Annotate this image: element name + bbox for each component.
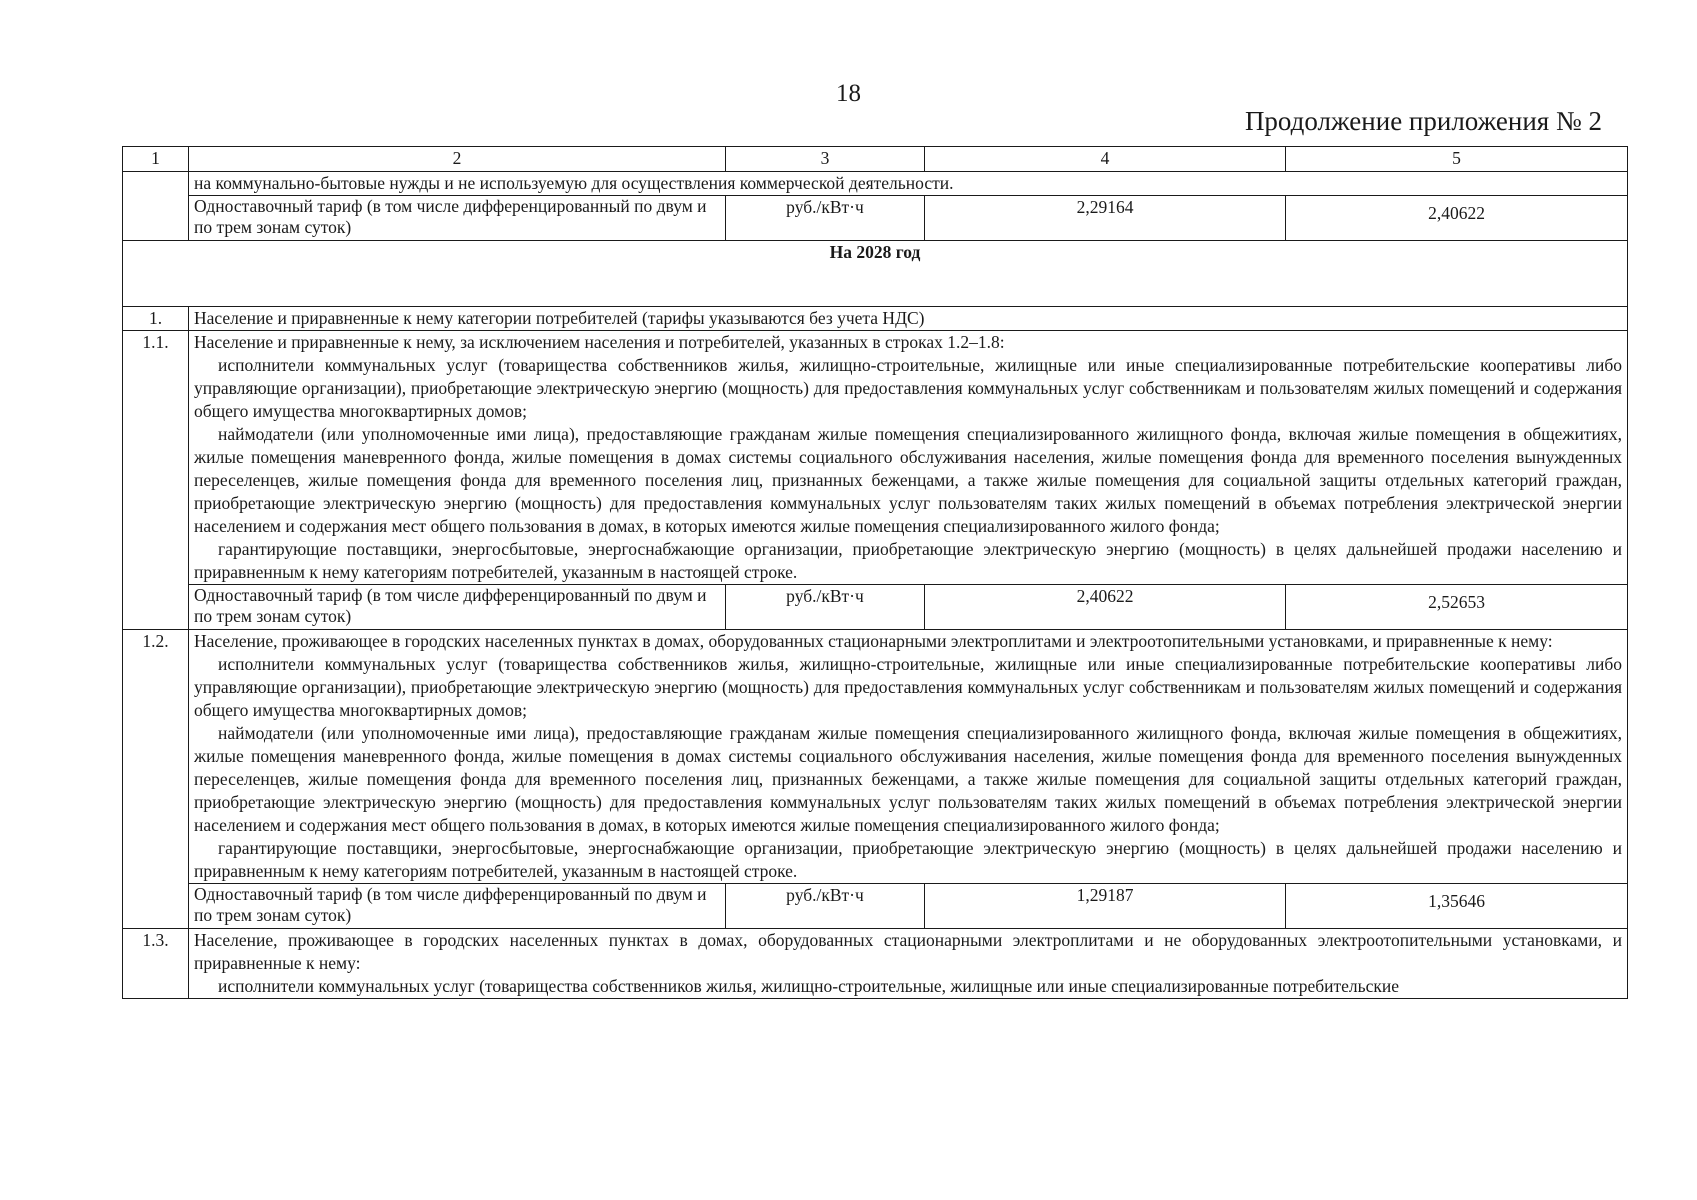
tariff-unit: руб./кВт·ч [726,884,925,929]
tariff-label: Одноставочный тариф (в том числе дифференцированный по двум и по трем зонам суток) [189,196,726,241]
row-paragraph: исполнители коммунальных услуг (товарищества собственников жилья, жилищно-строительные, жилищные или иные специализированные потребительские кооперативы либо управляющие организации), приобретающие электрическую энергию (мощность) для предоставления коммунальных услуг собственникам и пользователям жилых помещений и содержания общего имущества многоквартирных домов; [194,355,1622,421]
table-row [123,929,1628,999]
continued-text: на коммунально-бытовые нужды и не используемую для осуществления коммерческой деятельности. [189,172,1628,196]
row-paragraph: гарантирующие поставщики, энергосбытовые, энергоснабжающие организации, приобретающие электрическую энергию (мощность) в целях дальнейшей продажи населению и приравненным к нему категориям потребителей, указанным в настоящей строке. [194,539,1622,582]
tariff-value-col5: 1,35646 [1286,884,1628,929]
year-heading: На 2028 год [123,241,1628,307]
column-number: 4 [925,147,1286,172]
tariff-label: Одноставочный тариф (в том числе дифференцированный по двум и по трем зонам суток) [189,585,726,630]
row-number: 1.3. [123,929,189,999]
tariff-value-col4: 2,29164 [925,196,1286,241]
page-number: 18 [836,80,861,107]
row-paragraph: исполнители коммунальных услуг (товарищества собственников жилья, жилищно-строительные, жилищные или иные специализированные потребительские [218,976,1400,996]
row-number: 1.2. [123,630,189,929]
tariff-value-col5: 2,52653 [1286,585,1628,630]
row-paragraph: наймодатели (или уполномоченные ими лица), предоставляющие гражданам жилые помещения специализированного жилищного фонда, включая жилые помещения в общежитиях, жилые помещения маневренного фонда, жилые помещения в домах системы социального обслуживания населения, жилые помещения фонда для временного поселения вынужденных переселенцев, жилые помещения фонда для временного поселения лиц, признанных беженцами, а также жилые помещения для социальной защиты отдельных категорий граждан, приобретающие электрическую энергию (мощность) для предоставления коммунальных услуг пользователям таких жилых помещений в объемах потребления электрической энергии населением и содержания мест общего пользования в домах, в которых имеются жилые помещения специализированного жилого фонда; [194,723,1622,835]
row-text: Население и приравненные к нему категории потребителей (тарифы указываются без учета НДС) [189,307,1628,331]
tariff-table [122,146,1628,999]
appendix-title: Продолжение приложения № 2 [1244,106,1602,136]
tariff-row [123,196,1628,241]
row-description [189,630,1628,884]
column-number: 2 [189,147,726,172]
table-row [123,331,1628,585]
row-paragraph: гарантирующие поставщики, энергосбытовые, энергоснабжающие организации, приобретающие электрическую энергию (мощность) в целях дальнейшей продажи населению и приравненным к нему категориям потребителей, указанным в настоящей строке. [194,838,1622,881]
tariff-row [123,585,1628,630]
column-numbers-row [123,147,1628,172]
table-row [123,307,1628,331]
row-intro: Население и приравненные к нему, за исключением населения и потребителей, указанных в строках 1.2–1.8: [194,332,1005,352]
row-number: 1. [123,307,189,331]
row-description [189,331,1628,585]
column-number: 3 [726,147,925,172]
row-number: 1.1. [123,331,189,630]
tariff-label: Одноставочный тариф (в том числе дифференцированный по двум и по трем зонам суток) [189,884,726,929]
table-row [123,630,1628,884]
column-number: 5 [1286,147,1628,172]
tariff-value-col4: 2,40622 [925,585,1286,630]
column-number: 1 [123,147,189,172]
row-paragraph: исполнители коммунальных услуг (товарищества собственников жилья, жилищно-строительные, жилищные или иные специализированные потребительские кооперативы либо управляющие организации), приобретающие электрическую энергию (мощность) для предоставления коммунальных услуг собственникам и пользователям жилых помещений и содержания общего имущества многоквартирных домов; [194,654,1622,720]
tariff-unit: руб./кВт·ч [726,585,925,630]
row-paragraph: наймодатели (или уполномоченные ими лица), предоставляющие гражданам жилые помещения специализированного жилищного фонда, включая жилые помещения в общежитиях, жилые помещения маневренного фонда, жилые помещения в домах системы социального обслуживания населения, жилые помещения фонда для временного поселения вынужденных переселенцев, жилые помещения фонда для временного поселения лиц, признанных беженцами, а также жилые помещения для социальной защиты отдельных категорий граждан, приобретающие электрическую энергию (мощность) для предоставления коммунальных услуг пользователям таких жилых помещений в объемах потребления электрической энергии населением и содержания мест общего пользования в домах, в которых имеются жилые помещения специализированного жилого фонда; [194,424,1622,536]
tariff-value-col4: 1,29187 [925,884,1286,929]
table-row [123,172,1628,196]
year-heading-row [123,241,1628,307]
row-intro: Население, проживающее в городских населенных пунктах в домах, оборудованных стационарными электроплитами и электроотопительными установками, и приравненные к нему: [194,631,1553,651]
row-intro: Население, проживающее в городских населенных пунктах в домах, оборудованных стационарными электроплитами и не оборудованных электроотопительными установками, и приравненные к нему: [194,930,1622,973]
tariff-row [123,884,1628,929]
row-number-cell [123,172,189,241]
tariff-unit: руб./кВт·ч [726,196,925,241]
tariff-value-col5: 2,40622 [1286,196,1628,241]
row-description [189,929,1628,999]
